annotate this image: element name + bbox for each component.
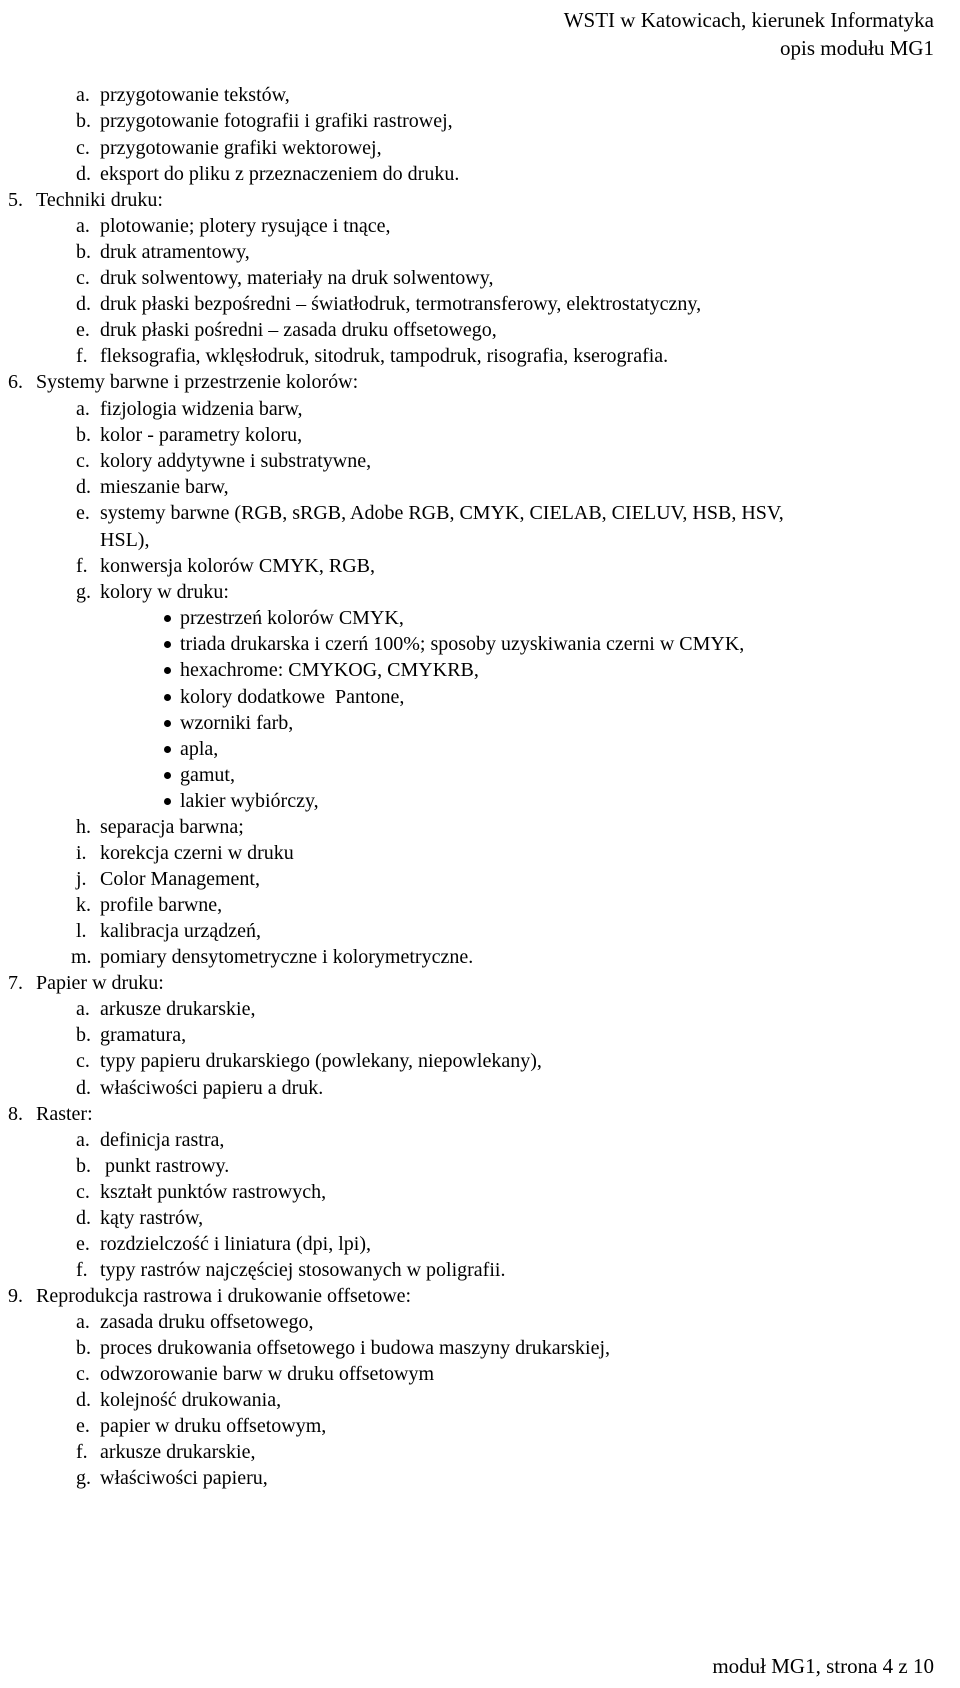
item-text: konwersja kolorów CMYK, RGB, bbox=[100, 555, 375, 577]
bullet-icon bbox=[164, 798, 171, 805]
item-text: systemy barwne (RGB, sRGB, Adobe RGB, CMYK, CIELAB, CIELUV, HSB, HSV, bbox=[100, 502, 784, 524]
item-marker: c. bbox=[76, 1050, 90, 1072]
item-text: Papier w druku: bbox=[36, 972, 164, 994]
item-marker: a. bbox=[76, 84, 90, 106]
bullet-icon bbox=[164, 615, 171, 622]
item-marker: d. bbox=[76, 1207, 91, 1229]
item-text: wzorniki farb, bbox=[180, 712, 294, 734]
item-text: plotowanie; plotery rysujące i tnące, bbox=[100, 215, 391, 237]
item-text: punkt rastrowy. bbox=[100, 1155, 230, 1177]
item-marker: a. bbox=[76, 1129, 90, 1151]
item-text: Techniki druku: bbox=[36, 189, 163, 211]
item-text: apla, bbox=[180, 738, 219, 760]
item-marker: c. bbox=[76, 1181, 90, 1203]
item-marker: g. bbox=[76, 1467, 91, 1489]
item-marker: i. bbox=[76, 842, 87, 864]
item-text: druk płaski bezpośredni – światłodruk, termotransferowy, elektrostatyczny, bbox=[100, 293, 702, 315]
item-text: mieszanie barw, bbox=[100, 476, 229, 498]
item-marker: j. bbox=[76, 868, 87, 890]
item-marker: b. bbox=[76, 1155, 91, 1177]
item-marker: a. bbox=[76, 215, 90, 237]
item-marker: a. bbox=[76, 998, 90, 1020]
item-marker: f. bbox=[76, 1441, 88, 1463]
item-marker: b. bbox=[76, 241, 91, 263]
item-text: właściwości papieru a druk. bbox=[100, 1077, 324, 1099]
bullet-icon bbox=[164, 746, 171, 753]
item-marker: c. bbox=[76, 137, 90, 159]
item-text: fleksografia, wklęsłodruk, sitodruk, tampodruk, risografia, kserografia. bbox=[100, 345, 669, 367]
item-text: druk atramentowy, bbox=[100, 241, 250, 263]
item-text: separacja barwna; bbox=[100, 816, 244, 838]
item-text: Color Management, bbox=[100, 868, 260, 890]
item-text: kolor - parametry koloru, bbox=[100, 424, 303, 446]
item-text: pomiary densytometryczne i kolorymetryczne. bbox=[100, 946, 474, 968]
item-text: druk solwentowy, materiały na druk solwentowy, bbox=[100, 267, 494, 289]
item-text: profile barwne, bbox=[100, 894, 223, 916]
item-text: kolory dodatkowe Pantone, bbox=[180, 686, 405, 708]
item-marker: g. bbox=[76, 581, 91, 603]
item-text: kolejność drukowania, bbox=[100, 1389, 282, 1411]
bullet-icon bbox=[164, 772, 171, 779]
item-text: zasada druku offsetowego, bbox=[100, 1311, 314, 1333]
item-marker: 9. bbox=[8, 1285, 23, 1307]
item-text: Raster: bbox=[36, 1103, 93, 1125]
item-marker: d. bbox=[76, 163, 91, 185]
bullet-icon bbox=[164, 641, 171, 648]
item-text: przygotowanie fotografii i grafiki rastrowej, bbox=[100, 110, 453, 132]
item-marker: e. bbox=[76, 1415, 90, 1437]
item-marker: b. bbox=[76, 1024, 91, 1046]
item-text: kolory addytywne i substratywne, bbox=[100, 450, 372, 472]
item-marker: c. bbox=[76, 450, 90, 472]
item-text: przygotowanie grafiki wektorowej, bbox=[100, 137, 382, 159]
item-marker: l. bbox=[76, 920, 87, 942]
item-marker: d. bbox=[76, 476, 91, 498]
item-text: proces drukowania offsetowego i budowa maszyny drukarskiej, bbox=[100, 1337, 611, 1359]
item-marker: f. bbox=[76, 345, 88, 367]
item-marker: 5. bbox=[8, 189, 23, 211]
header-line-2: opis modułu MG1 bbox=[779, 36, 934, 60]
item-text: przygotowanie tekstów, bbox=[100, 84, 290, 106]
item-marker: f. bbox=[76, 1259, 88, 1281]
item-marker: e. bbox=[76, 319, 90, 341]
item-marker: c. bbox=[76, 267, 90, 289]
item-marker: a. bbox=[76, 398, 90, 420]
item-text: lakier wybiórczy, bbox=[180, 790, 319, 812]
item-text: papier w druku offsetowym, bbox=[100, 1415, 327, 1437]
item-marker: k. bbox=[76, 894, 91, 916]
item-text: kolory w druku: bbox=[100, 581, 229, 603]
item-marker: e. bbox=[76, 1233, 90, 1255]
item-marker: 6. bbox=[8, 371, 23, 393]
item-marker: d. bbox=[76, 293, 91, 315]
item-marker: d. bbox=[76, 1389, 91, 1411]
item-text: kąty rastrów, bbox=[100, 1207, 204, 1229]
item-marker: b. bbox=[76, 1337, 91, 1359]
bullet-icon bbox=[164, 720, 171, 727]
bullet-icon bbox=[164, 667, 171, 674]
item-marker: e. bbox=[76, 502, 90, 524]
item-text: triada drukarska i czerń 100%; sposoby uzyskiwania czerni w CMYK, bbox=[180, 633, 745, 655]
item-text: hexachrome: CMYKOG, CMYKRB, bbox=[180, 659, 479, 681]
item-text: eksport do pliku z przeznaczeniem do druku. bbox=[100, 163, 460, 185]
item-text: arkusze drukarskie, bbox=[100, 998, 256, 1020]
item-text: HSL), bbox=[100, 529, 150, 551]
header-line-1: WSTI w Katowicach, kierunek Informatyka bbox=[563, 8, 934, 32]
item-text: rozdzielczość i liniatura (dpi, lpi), bbox=[100, 1233, 372, 1255]
page-footer: moduł MG1, strona 4 z 10 bbox=[712, 1654, 934, 1678]
item-marker: 7. bbox=[8, 972, 23, 994]
item-marker: m. bbox=[71, 946, 92, 968]
item-marker: a. bbox=[76, 1311, 90, 1333]
item-text: gamut, bbox=[180, 764, 235, 786]
item-marker: h. bbox=[76, 816, 91, 838]
item-text: gramatura, bbox=[100, 1024, 187, 1046]
item-text: kalibracja urządzeń, bbox=[100, 920, 262, 942]
item-text: definicja rastra, bbox=[100, 1129, 225, 1151]
bullet-icon bbox=[164, 694, 171, 701]
item-text: Systemy barwne i przestrzenie kolorów: bbox=[36, 371, 359, 393]
item-text: korekcja czerni w druku bbox=[100, 842, 294, 864]
item-text: właściwości papieru, bbox=[100, 1467, 268, 1489]
item-marker: b. bbox=[76, 110, 91, 132]
item-marker: c. bbox=[76, 1363, 90, 1385]
item-text: fizjologia widzenia barw, bbox=[100, 398, 303, 420]
page-header bbox=[564, 6, 934, 62]
item-text: typy rastrów najczęściej stosowanych w poligrafii. bbox=[100, 1259, 506, 1281]
item-text: odwzorowanie barw w druku offsetowym bbox=[100, 1363, 434, 1385]
item-text: druk płaski pośredni – zasada druku offsetowego, bbox=[100, 319, 497, 341]
item-text: arkusze drukarskie, bbox=[100, 1441, 256, 1463]
item-marker: b. bbox=[76, 424, 91, 446]
item-marker: 8. bbox=[8, 1103, 23, 1125]
item-text: kształt punktów rastrowych, bbox=[100, 1181, 327, 1203]
item-text: Reprodukcja rastrowa i drukowanie offsetowe: bbox=[36, 1285, 412, 1307]
item-marker: f. bbox=[76, 555, 88, 577]
item-text: typy papieru drukarskiego (powlekany, niepowlekany), bbox=[100, 1050, 542, 1072]
item-text: przestrzeń kolorów CMYK, bbox=[180, 607, 404, 629]
item-marker: d. bbox=[76, 1077, 91, 1099]
